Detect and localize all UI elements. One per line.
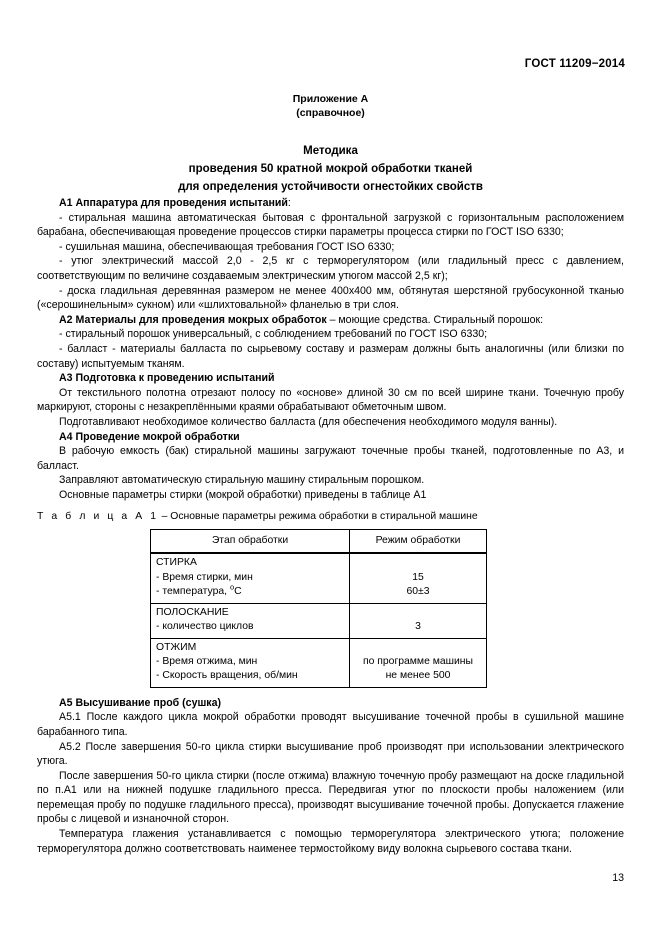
section-a1-item-3: - утюг электрический массой 2,0 - 2,5 кг с терморегулятором (или гладильный пресс с давлением, соответствующим по величине создаваемым электрическим утюгом массой 2,5 кг); xyxy=(37,255,624,282)
section-a2-heading-tail: – моющие средства. Стиральный порошок: xyxy=(326,313,544,326)
table-caption-label: Т а б л и ц а А 1 xyxy=(37,511,159,523)
section-a4-heading: А4 Проведение мокрой обработки xyxy=(59,430,240,443)
section-a1-heading-tail: : xyxy=(287,197,291,209)
spacer-before-table xyxy=(37,502,624,510)
document-standard-header: ГОСТ 11209−2014 xyxy=(524,58,625,70)
section-a3-paragraph-2: Подготавливают необходимое количество балласта (для обеспечения необходимого модуля ванны). xyxy=(59,415,558,428)
cell-mode-wash xyxy=(350,553,487,603)
spacer-after-table xyxy=(37,688,624,696)
section-a2-heading xyxy=(37,313,624,328)
stage-line-wash-temp: - температура, $^o$С xyxy=(156,582,242,598)
mode-spacer-rinse xyxy=(355,606,481,620)
section-a2-item-1: - стиральный порошок универсальный, с соблюдением требований по ГОСТ ISO 6330; xyxy=(59,328,488,341)
table-row xyxy=(151,553,487,603)
page-number: 13 xyxy=(612,872,624,884)
section-a2-heading-text: А2 Материалы для проведения мокрых обработок xyxy=(59,313,327,326)
title-line-1: Методика xyxy=(303,145,358,157)
mode-value-rinse-cycles: 3 xyxy=(415,621,421,633)
cell-mode-rinse xyxy=(350,603,487,638)
table-head xyxy=(151,530,487,554)
column-header-stage: Этап обработки xyxy=(151,530,350,554)
section-a4-paragraph-1: В рабочую емкость (бак) стиральной машины загружают точечные пробы тканей, подготовленные по А3, и балласт. xyxy=(37,445,624,472)
mode-value-spin-time: по программе машины xyxy=(362,655,474,667)
table-row xyxy=(151,638,487,687)
cell-stage-wash xyxy=(151,553,350,603)
section-a5-paragraph-3: После завершения 50-го цикла стирки (после отжима) влажную точечную пробу размещают на доске гладильной по п.А1 или на нижней подушке гладильного пресса. Передвигая утюг по плоскости пробы наложением (или перемещая пробу по подушке гладильного пресса), производят высушивание точечной пробы. Допускается глажение пробы с лицевой и изнаночной сторон. xyxy=(37,769,624,826)
table-row xyxy=(151,603,487,638)
section-a5-paragraph-1: А5.1 После каждого цикла мокрой обработки проводят высушивание точечной пробы в сушильной машине барабанного типа. xyxy=(37,711,624,738)
cell-mode-spin xyxy=(350,638,487,687)
table-caption-text: – Основные параметры режима обработки в стиральной машине xyxy=(158,511,478,523)
section-a1-item-4: - доска гладильная деревянная размером не менее 400х400 мм, обтянутая шерстяной грубосуконной тканью («серошинельным» сукном) или «шлихтовальной» фланелью в три слоя. xyxy=(37,284,624,312)
annex-kind: (справочное) xyxy=(296,107,365,119)
stage-line-spin-time: - Время отжима, мин xyxy=(156,655,258,667)
stage-line-wash-time: - Время стирки, мин xyxy=(156,571,253,583)
section-a5-heading: А5 Высушивание проб (сушка) xyxy=(59,696,222,709)
column-header-mode: Режим обработки xyxy=(350,530,487,554)
section-a1-item-2: - сушильная машина, обеспечивающая требования ГОСТ ISO 6330; xyxy=(59,240,395,253)
section-a5-paragraph-4: Температура глажения устанавливается с помощью терморегулятора электрического утюга; положение терморегулятора должно соответствовать наименее термостойкому виду волокна сырьевого состава ткани. xyxy=(37,828,624,855)
title-line-2: проведения 50 кратной мокрой обработки тканей xyxy=(188,163,473,175)
degree-icon: o xyxy=(229,582,235,592)
section-a5-paragraph-2: А5.2 После завершения 50-го цикла стирки высушивание проб производят при использовании электрического утюга. xyxy=(37,740,624,768)
page-title xyxy=(0,142,661,196)
document-body xyxy=(37,196,624,856)
annex-label: Приложение А xyxy=(292,93,369,105)
mode-spacer-wash xyxy=(355,556,481,570)
section-a1-item-1: - стиральная машина автоматическая бытовая с фронтальной загрузкой с горизонтальным расположением барабана, обеспечивающая проведение процессов стирки параметры процесса стирки по ГОСТ ISO 6330; xyxy=(37,211,624,239)
processing-parameters-table xyxy=(150,529,487,688)
section-a3-heading: А3 Подготовка к проведению испытаний xyxy=(59,372,275,385)
section-a4-paragraph-2: Заправляют автоматическую стиральную машину стиральным порошком. xyxy=(59,474,425,487)
mode-value-spin-speed: не менее 500 xyxy=(385,670,451,682)
cell-stage-rinse xyxy=(151,603,350,638)
annex-heading xyxy=(0,92,661,120)
section-a2-item-2: - балласт - материалы балласта по сырьевому составу и размерам должны быть аналогичны (или близки по составу) испытуемым тканям. xyxy=(37,342,624,370)
table-body xyxy=(151,553,487,687)
cell-stage-spin xyxy=(151,638,350,687)
mode-value-wash-temp: 60±3 xyxy=(406,586,430,598)
stage-title-wash: СТИРКА xyxy=(156,557,197,569)
stage-line-spin-speed: - Скорость вращения, об/мин xyxy=(156,670,298,682)
section-a1-heading xyxy=(37,196,624,211)
stage-title-rinse: ПОЛОСКАНИЕ xyxy=(156,606,229,618)
section-a4-paragraph-3: Основные параметры стирки (мокрой обработки) приведены в таблице А1 xyxy=(59,488,427,501)
section-a3-paragraph-1: От текстильного полотна отрезают полосу по «основе» длиной 30 см по всей ширине ткани. Точечную пробу маркируют, стороны с незакреплёнными краями обрабатывают обметочным швом. xyxy=(37,386,624,414)
mode-value-wash-time: 15 xyxy=(412,571,424,583)
section-a1-heading-text: А1 Аппаратура для проведения испытаний xyxy=(59,197,288,209)
mode-spacer-spin xyxy=(355,641,481,655)
table-header-row xyxy=(151,530,487,554)
table-caption xyxy=(37,510,624,525)
stage-line-rinse-cycles: - количество циклов xyxy=(156,621,254,633)
title-line-3: для определения устойчивости огнестойких свойств xyxy=(178,181,483,193)
stage-title-spin: ОТЖИМ xyxy=(156,641,197,653)
